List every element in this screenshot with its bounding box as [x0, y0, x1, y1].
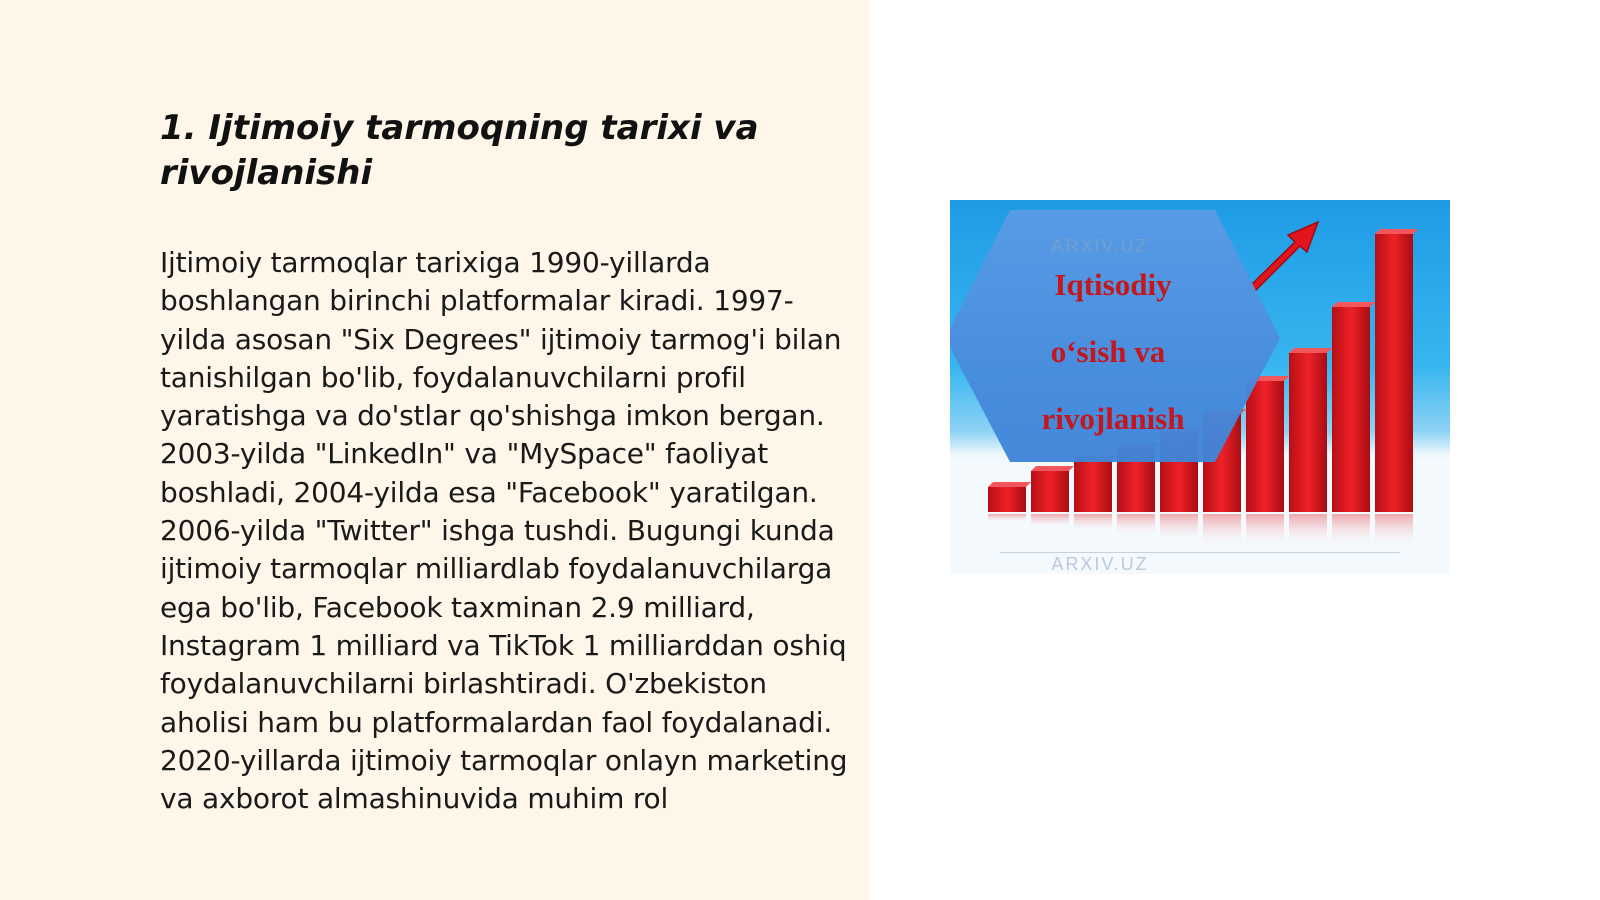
illustration-bar: [1289, 353, 1327, 512]
illustration-bar: [988, 487, 1026, 512]
illustration-bar: [1375, 234, 1413, 512]
illustration-bar-reflection: [1289, 514, 1327, 548]
image-title-line-3: rivojlanish: [1041, 401, 1185, 436]
illustration-bar-reflection: [1332, 514, 1370, 548]
image-caption-line: [1000, 552, 1400, 553]
image-watermark-bottom: ARXIV.UZ: [1051, 554, 1149, 574]
illustration-bar-reflection: [1031, 514, 1069, 528]
image-title-line-1: Iqtisodiy: [1054, 267, 1172, 302]
illustration-bar-reflection: [1117, 514, 1155, 536]
illustration-bar-top: [1031, 466, 1074, 471]
illustration-bar-top: [1375, 229, 1418, 234]
slide-body-text: Ijtimoiy tarmoqlar tarixiga 1990-yillarda boshlangan birinchi platformalar kiradi. 1997-yilda asosan "Six Degrees" ijtimoiy tarmog'i bilan tanishilgan bo'lib, foydalanuvchilarni profil yaratishga va do'stlar qo'shishga imkon bergan. 2003-yilda "LinkedIn" va "MySpace" faoliyat boshladi, 2004-yilda esa "Facebook" yaratilgan. 2006-yilda "Twitter" ishga tushdi. Bugungi kunda ijtimoiy tarmoqlar milliardlab foydalanuvchilarga ega bo'lib, Facebook taxminan 2.9 milliard, Instagram 1 milliard va TikTok 1 milliarddan oshiq foydalanuvchilarni birlashtiradi. O'zbekiston aholisi ham bu platformalardan faol foydalanadi. 2020-yillarda ijtimoiy tarmoqlar onlayn marketing va axborot almashinuvida muhim rol: [160, 246, 848, 816]
slide-heading: 1. Ijtimoiy tarmoqning tarixi va rivojlanishi: [160, 108, 759, 193]
illustration-bar: [1332, 307, 1370, 512]
illustration-bar-top: [988, 482, 1031, 487]
illustration-bar-reflection: [988, 514, 1026, 523]
image-watermark-top: ARXIV.UZ: [1051, 236, 1149, 256]
illustration-bar-reflection: [1375, 514, 1413, 548]
illustration-bar-reflection: [1160, 514, 1198, 542]
image-title-line-2: o‘sish va: [1050, 334, 1166, 369]
illustration-bar-top: [1289, 348, 1332, 353]
growth-illustration: [950, 200, 1450, 574]
illustration-bar-reflection: [1074, 514, 1112, 532]
growth-illustration-svg: [950, 200, 1450, 574]
illustration-bar-top: [1332, 302, 1375, 307]
illustration-bar-reflection: [1203, 514, 1241, 548]
illustration-bar: [1074, 460, 1112, 512]
illustration-bar: [1031, 471, 1069, 512]
illustration-bar-reflection: [1246, 514, 1284, 548]
illustration-bar: [1246, 381, 1284, 512]
